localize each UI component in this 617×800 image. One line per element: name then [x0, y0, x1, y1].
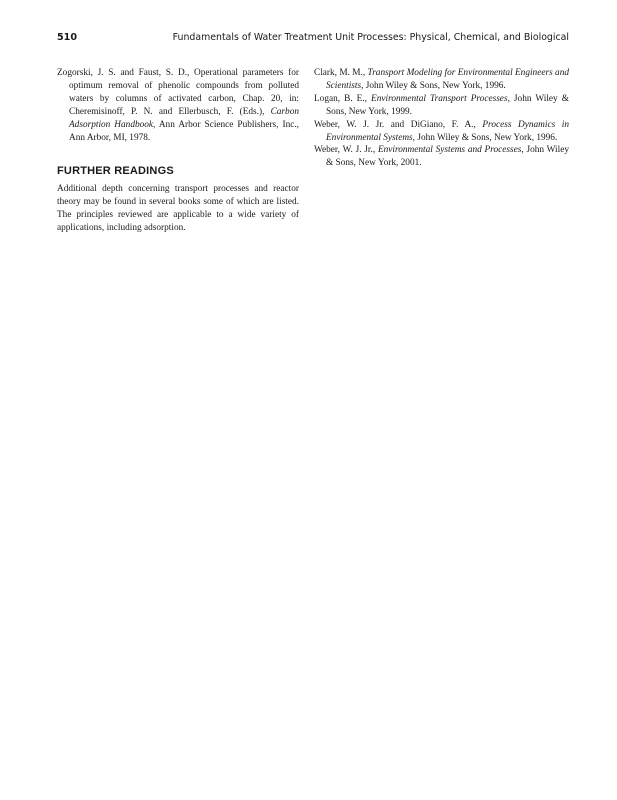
section-heading: FURTHER READINGS: [57, 165, 174, 178]
page-header: [57, 32, 569, 46]
reference-title: Environmental Systems and Processes: [377, 145, 522, 156]
body-paragraph: Additional depth concerning transport processes and reactor theory may be found in several books some of which are listed. The principles reviewed are applicable to a wide variety of applications, including adsorption.: [57, 184, 299, 234]
page-number: 510: [57, 32, 78, 43]
reference-text: Logan, B. E.,: [314, 93, 372, 104]
reference-entry: [314, 144, 569, 170]
reference-publisher: , John Wiley & Sons, New York, 1999.: [326, 93, 569, 117]
reference-publisher: , John Wiley & Sons, New York, 1996.: [412, 132, 558, 143]
reference-entry: [314, 67, 569, 93]
reference-text: Weber, W. J. Jr.,: [314, 145, 378, 156]
running-title: Fundamentals of Water Treatment Unit Processes: Physical, Chemical, and Biological: [172, 32, 569, 43]
right-column: [314, 67, 569, 170]
reference-title: Environmental Transport Processes: [371, 93, 508, 104]
reference-text: Zogorski, J. S. and Faust, S. D., Operational parameters for optimum removal of phenolic compounds from polluted waters by columns of activated carbon, Chap. 20, in: Cheremisinoff, P. N. and Ellerbusch, F. (Eds.),: [57, 68, 299, 117]
reference-entry: [314, 119, 569, 145]
reference-text: Clark, M. M.,: [314, 68, 368, 78]
reference-title: Transport Modeling for Environmental Engineers and Scientists: [326, 68, 569, 91]
reference-entry: [314, 93, 569, 119]
reference-entry: [57, 67, 299, 144]
reference-title: Process Dynamics in Environmental Systems: [326, 119, 569, 143]
reference-publisher: , John Wiley & Sons, New York, 1996.: [361, 80, 506, 91]
reference-publisher: , Ann Arbor Science Publishers, Inc., Ann Arbor, MI, 1978.: [69, 119, 299, 143]
reference-title: Carbon Adsorption Handbook: [69, 106, 299, 130]
reference-publisher: , John Wiley & Sons, New York, 2001.: [326, 145, 569, 169]
left-column: [57, 67, 299, 235]
reference-text: Weber, W. J. Jr. and DiGiano, F. A.,: [314, 119, 483, 130]
